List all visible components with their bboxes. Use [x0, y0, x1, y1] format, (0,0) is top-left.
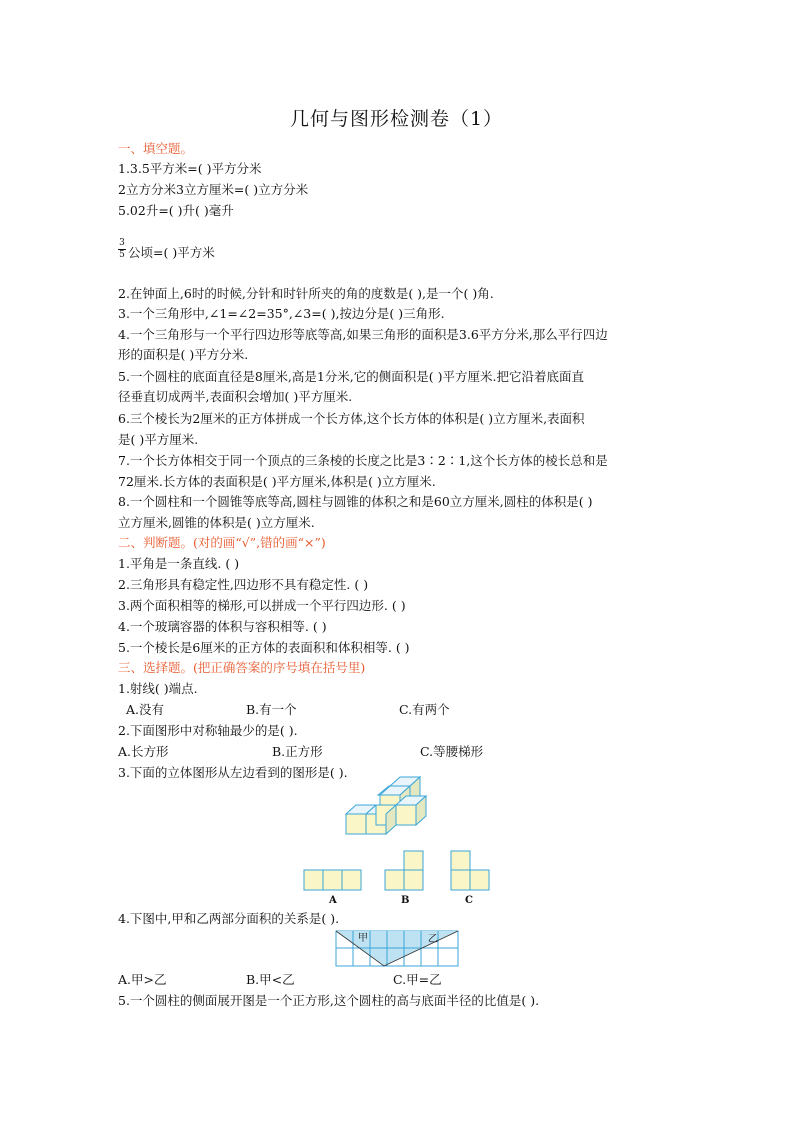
tf-question-5: 5.一个棱长是6厘米的正方体的表面积和体积相等. ( )	[118, 640, 410, 655]
choice-4-option-a: A.甲>乙	[118, 972, 167, 987]
view-label-b: B	[401, 895, 410, 906]
tf-question-3: 3.两个面积相等的梯形,可以拼成一个平行四边形. ( )	[118, 598, 406, 613]
question-3: 3.一个三角形中,∠1=∠2=35°,∠3=( ),按边分是( )三角形.	[118, 306, 445, 321]
question-4-line1: 4.一个三角形与一个平行四边形等底等高,如果三角形的面积是3.6平方分米,那么平行四边	[118, 327, 608, 342]
tf-question-2: 2.三角形具有稳定性,四边形不具有稳定性. ( )	[118, 577, 369, 592]
view-option-a	[304, 870, 361, 890]
choice-question-3: 3.下面的立体图形从左边看到的图形是( ).	[118, 765, 348, 780]
view-option-c	[451, 851, 489, 890]
choice-question-1: 1.射线( )端点.	[118, 681, 198, 696]
choice-4-option-b: B.甲<乙	[246, 972, 295, 987]
area-comparison-figure	[336, 931, 458, 966]
section-true-false-heading: 二、判断题。(对的画“√”,错的画“×”)	[118, 535, 326, 550]
question-2: 2.在钟面上,6时的时候,分针和时针所夹的角的度数是( ),是一个( )角.	[118, 286, 494, 301]
choice-question-4: 4.下图中,甲和乙两部分面积的关系是( ).	[118, 911, 340, 926]
question-7-line1: 7.一个长方体相交于同一个顶点的三条棱的长度之比是3∶2∶1,这个长方体的棱长总和是	[118, 453, 608, 468]
region-yi-label: 乙	[428, 934, 438, 945]
choice-question-5: 5.一个圆柱的侧面展开图是一个正方形,这个圆柱的高与底面半径的比值是( ).	[118, 993, 540, 1008]
page-title: 几何与图形检测卷（1）	[289, 108, 504, 130]
choice-2-option-b: B.正方形	[272, 744, 323, 759]
tf-question-1: 1.平角是一条直线. ( )	[118, 556, 240, 571]
question-1c: 5.02升=( )升( )毫升	[118, 203, 234, 218]
view-label-a: A	[329, 895, 337, 906]
choice-2-option-a: A.长方形	[118, 744, 169, 759]
fraction-numerator: 3	[119, 238, 125, 248]
question-8-line1: 8.一个圆柱和一个圆锥等底等高,圆柱与圆锥的体积之和是60立方厘米,圆柱的体积是( )	[118, 494, 593, 509]
question-4-line2: 形的面积是( )平方分米.	[118, 347, 249, 362]
choice-1-option-c: C.有两个	[399, 702, 450, 717]
region-jia-label: 甲	[358, 933, 368, 944]
fraction-denominator: 5	[119, 250, 125, 260]
choice-question-2: 2.下面图形中对称轴最少的是( ).	[118, 723, 298, 738]
tf-question-4: 4.一个玻璃容器的体积与容积相等. ( )	[118, 619, 327, 634]
question-8-line2: 立方厘米,圆锥的体积是( )立方厘米.	[118, 515, 315, 530]
question-1a: 1.3.5平方米=( )平方分米	[118, 161, 262, 176]
choice-2-option-c: C.等腰梯形	[420, 744, 484, 759]
question-5-line2: 径垂直切成两半,表面积会增加( )平方厘米.	[118, 389, 353, 404]
view-option-b	[385, 851, 423, 890]
choice-1-option-b: B.有一个	[246, 702, 297, 717]
choice-1-option-a: A.没有	[126, 702, 165, 717]
question-1d: 公顷=( )平方米	[128, 245, 215, 260]
section-fill-in-heading: 一、填空题。	[118, 141, 194, 156]
question-5-line1: 5.一个圆柱的底面直径是8厘米,高是1分米,它的侧面积是( )平方厘米.把它沿着底面直	[118, 369, 584, 384]
section-choice-heading: 三、选择题。(把正确答案的序号填在括号里)	[118, 660, 366, 675]
question-6-line1: 6.三个棱长为2厘米的正方体拼成一个长方体,这个长方体的体积是( )立方厘米,表面积	[118, 411, 585, 426]
question-7-line2: 72厘米.长方体的表面积是( )平方厘米,体积是( )立方厘米.	[118, 474, 436, 489]
view-label-c: C	[465, 895, 473, 906]
choice-4-option-c: C.甲=乙	[393, 972, 442, 987]
question-6-line2: 是( )平方厘米.	[118, 432, 199, 447]
question-1b: 2立方分米3立方厘米=( )立方分米	[118, 182, 309, 197]
